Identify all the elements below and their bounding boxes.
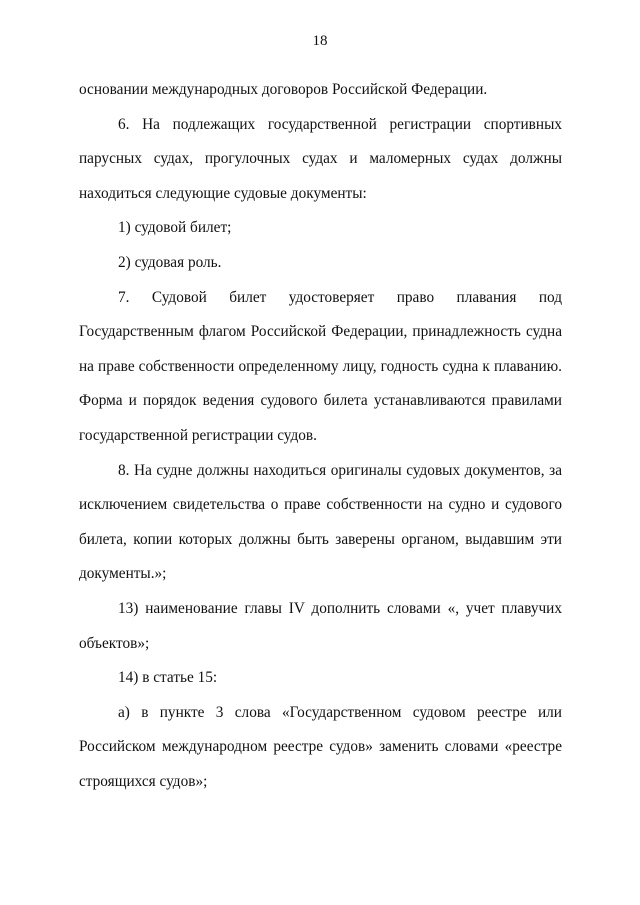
paragraph-continuation: основании международных договоров Российской Федерации. (79, 81, 488, 98)
paragraph-amendment-13: 13) наименование главы IV дополнить словами «, учет плавучих объектов»; (79, 599, 562, 652)
paragraph-item-8: 8. На судне должны находиться оригиналы судовых документов, за исключением свидетельства о праве собственности на судно и судового билета, копии которых должны быть заверены органом, выдавшим эти документы.»; (79, 461, 562, 583)
paragraph-subitem-2: 2) судовая роль. (118, 253, 222, 271)
paragraph-amendment-14a: а) в пункте 3 слова «Государственном судовом реестре или Российском международном реестре судов» заменить словами «реестре строящихся судов»; (79, 703, 562, 790)
paragraph-item-6: 6. На подлежащих государственной регистрации спортивных парусных судах, прогулочных судах и маломерных судах должны находиться следующие судовые документы: (79, 115, 562, 202)
paragraph-item-7: 7. Судовой билет удостоверяет право плавания под Государственным флагом Российской Федерации, принадлежность судна на праве собственности определенному лицу, годность судна к плаванию. Форма и порядок ведения судового билета устанавливаются правилами государственной регистрации судов. (79, 288, 562, 444)
page-number: 18 (312, 33, 328, 49)
document-body (79, 73, 562, 799)
paragraph-amendment-14: 14) в статье 15: (118, 669, 218, 687)
paragraph-subitem-1: 1) судовой билет; (118, 219, 232, 237)
